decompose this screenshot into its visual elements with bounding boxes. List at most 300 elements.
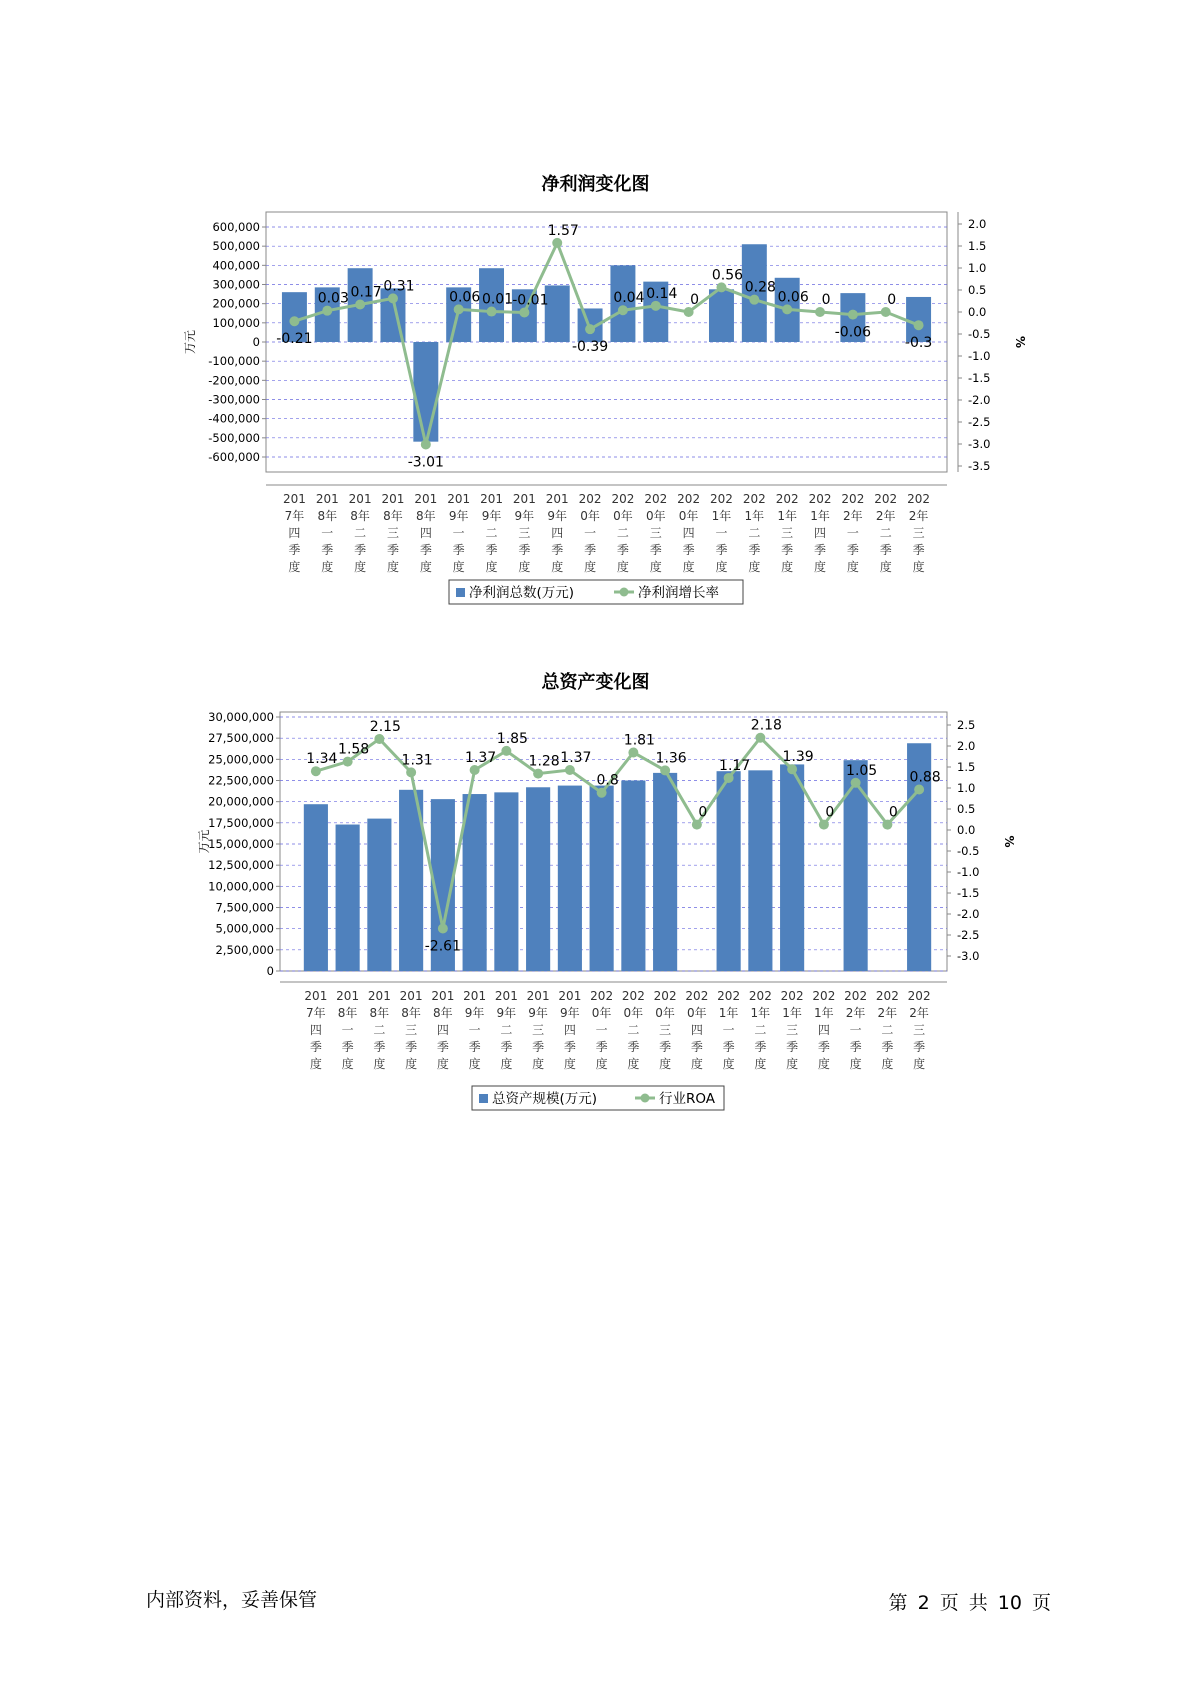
x-tick-label-line: 1年 [718, 1006, 739, 1020]
data-label: 1.36 [655, 750, 687, 767]
x-tick-label-line: 202 [844, 989, 868, 1003]
x-tick-label-line: 四 [436, 1023, 449, 1037]
x-tick-label-line: 度 [722, 1057, 735, 1071]
x-tick-label-line: 度 [532, 1057, 545, 1071]
x-tick-label-line: 201 [558, 989, 582, 1003]
x-tick-label-line: 202 [841, 492, 865, 506]
x-tick-label-line: 度 [690, 1057, 703, 1071]
y2-tick-label: 1.0 [957, 781, 976, 795]
line-point [501, 746, 511, 756]
x-tick-label-line: 季 [321, 543, 334, 557]
x-tick-label-line: 度 [518, 560, 531, 574]
x-tick-label-line: 三 [532, 1023, 545, 1037]
data-label: 1.05 [846, 762, 878, 779]
x-tick-label [654, 989, 677, 1071]
data-label: 0 [821, 292, 831, 308]
data-label: 0.06 [449, 289, 481, 306]
data-label: -0.21 [276, 331, 313, 348]
line-point [618, 305, 628, 315]
y-tick-label: -200,000 [208, 373, 260, 388]
x-tick-label-line: 季 [551, 543, 564, 557]
x-tick-label-line: 季 [879, 543, 892, 557]
x-tick-label-line: 1年 [814, 1006, 834, 1020]
data-label: 1.85 [496, 730, 528, 747]
x-tick-label-line: 季 [913, 1040, 926, 1054]
line-point [851, 778, 861, 788]
x-tick-label-line: 季 [682, 543, 695, 557]
x-tick-label-line: 7年 [284, 509, 305, 523]
data-label: 1.58 [338, 741, 370, 758]
x-tick-label-line: 9年 [514, 509, 535, 523]
x-tick-label-line: 7年 [306, 1006, 326, 1020]
line-point [355, 300, 365, 310]
y2-tick-label: -1.0 [968, 349, 991, 363]
chart-title: 净利润变化图 [541, 174, 650, 195]
total-assets-chart-svg [0, 650, 1191, 1130]
x-tick-label-line: 9年 [448, 509, 469, 523]
net-profit-chart-svg [0, 150, 1191, 650]
line-point [597, 788, 607, 798]
data-label: 1.31 [401, 752, 433, 769]
line-point [848, 310, 858, 320]
x-tick-label-line: 201 [480, 492, 503, 506]
x-tick-label-line: 三 [912, 526, 925, 540]
footer-confidential-note: 内部资料，妥善保管 [146, 1589, 318, 1611]
x-tick-label-line: 季 [452, 543, 465, 557]
x-tick-label-line: 202 [611, 492, 635, 506]
data-label: 0.04 [613, 290, 645, 307]
line-point [585, 324, 595, 334]
x-tick-label-line: 季 [912, 543, 925, 557]
x-tick-label-line: 度 [563, 1057, 576, 1071]
x-tick-label-line: 二 [616, 526, 629, 540]
x-tick-label-line: 8年 [350, 509, 370, 523]
x-tick-label-line: 四 [419, 526, 432, 540]
data-label: 0.31 [383, 278, 415, 295]
x-tick-label-line: 度 [786, 1057, 799, 1071]
x-tick-label-line: 2年 [909, 1006, 929, 1020]
x-tick-label-line: 201 [399, 989, 423, 1003]
data-label: 0.88 [909, 769, 941, 786]
x-tick-label-line: 度 [913, 1057, 926, 1071]
y2-tick-label: -2.5 [968, 415, 991, 429]
line-point [660, 765, 670, 775]
bar [463, 794, 487, 971]
y-tick-label: 20,000,000 [208, 794, 274, 809]
line-point [552, 238, 562, 248]
x-tick-label [907, 492, 930, 574]
x-tick-label-line: 1年 [750, 1006, 771, 1020]
legend-bar-swatch [479, 1094, 488, 1103]
x-tick-label-line: 202 [717, 989, 741, 1003]
bar [709, 289, 734, 342]
line-point [311, 766, 321, 776]
x-tick-label [876, 989, 899, 1071]
x-tick-label-line: 度 [754, 1057, 767, 1071]
x-tick-label-line: 季 [341, 1040, 354, 1054]
x-tick-label-line: 三 [659, 1023, 672, 1037]
y2-tick-label: 1.0 [968, 261, 987, 275]
y2-tick-label: -3.5 [968, 459, 991, 473]
y-tick-label: 17,500,000 [208, 815, 274, 830]
x-tick-label-line: 一 [846, 526, 859, 540]
x-tick-label-line: 8年 [317, 509, 338, 523]
x-tick-label [447, 492, 470, 574]
x-tick-label-line: 度 [419, 560, 432, 574]
bar [653, 773, 677, 971]
x-tick-label-line: 三 [649, 526, 662, 540]
y2-tick-label: -2.0 [968, 393, 991, 407]
x-tick-label-line: 2年 [875, 509, 896, 523]
x-tick-label-line: 202 [644, 492, 668, 506]
x-tick-label-line: 1年 [810, 509, 830, 523]
x-tick-label-line: 201 [431, 989, 455, 1003]
x-tick-label-line: 9年 [560, 1006, 580, 1020]
x-tick-label-line: 度 [551, 560, 564, 574]
y-tick-label: 12,500,000 [208, 858, 274, 873]
x-tick-label-line: 201 [348, 492, 372, 506]
x-tick-label [908, 989, 931, 1071]
x-tick-label-line: 度 [682, 560, 695, 574]
x-tick-label [349, 492, 372, 574]
legend-line-marker [641, 1094, 650, 1103]
x-tick-label-line: 9年 [464, 1006, 485, 1020]
x-tick-label [611, 492, 634, 574]
x-tick-label-line: 202 [907, 492, 931, 506]
y2-tick-label: -1.0 [957, 865, 980, 879]
y-tick-label: -400,000 [208, 411, 260, 426]
data-label: -3.01 [407, 454, 444, 471]
y-tick-label: 7,500,000 [215, 900, 274, 915]
x-tick-label-line: 度 [616, 560, 629, 574]
x-tick-label-line: 二 [879, 526, 892, 540]
x-tick-label-line: 2年 [843, 509, 863, 523]
x-tick-label-line: 一 [595, 1023, 608, 1037]
line-point [565, 765, 575, 775]
x-tick-label-line: 0年 [645, 509, 666, 523]
x-tick-label-line: 季 [814, 543, 827, 557]
y-tick-label: 5,000,000 [215, 921, 274, 936]
y2-tick-label: -2.5 [957, 928, 980, 942]
x-tick-label [400, 989, 423, 1071]
x-tick-label-line: 度 [468, 1057, 481, 1071]
x-tick-label-line: 二 [754, 1023, 767, 1037]
x-tick-label-line: 季 [595, 1040, 608, 1054]
line-point [343, 757, 353, 767]
y-tick-label: 0 [266, 964, 274, 978]
x-tick-label-line: 季 [715, 543, 728, 557]
x-tick-label-line: 一 [715, 526, 728, 540]
data-label: 2.15 [369, 718, 401, 735]
line-point [914, 320, 924, 330]
x-tick-label-line: 8年 [369, 1006, 390, 1020]
x-tick-label [368, 989, 391, 1071]
x-tick-label-line: 二 [627, 1023, 640, 1037]
x-tick-label-line: 201 [463, 989, 487, 1003]
y-axis-label: 万元 [183, 329, 197, 355]
line-point [388, 293, 398, 303]
x-tick-label-line: 202 [590, 989, 614, 1003]
x-tick-label-line: 8年 [433, 1006, 453, 1020]
x-tick-label-line: 度 [436, 1057, 449, 1071]
x-tick-label-line: 一 [584, 526, 597, 540]
x-tick-label-line: 202 [775, 492, 799, 506]
x-tick-label-line: 8年 [337, 1006, 358, 1020]
x-tick-label-line: 度 [781, 560, 794, 574]
x-tick-label-line: 度 [849, 1057, 862, 1071]
x-tick-label-line: 二 [748, 526, 761, 540]
x-tick-label-line: 0年 [655, 1006, 675, 1020]
data-label: 0.06 [777, 289, 809, 306]
x-tick-label-line: 度 [912, 560, 925, 574]
x-tick-label-line: 四 [682, 526, 695, 540]
data-label: 1.34 [306, 751, 338, 768]
x-tick-label-line: 度 [649, 560, 662, 574]
x-tick-label-line: 度 [373, 1057, 386, 1071]
legend-line-label: 行业ROA [659, 1091, 716, 1107]
y2-tick-label: -2.0 [957, 907, 980, 921]
y2-tick-label: 2.0 [957, 739, 976, 753]
line-point [716, 282, 726, 292]
x-tick-label [622, 989, 645, 1071]
x-tick-label-line: 季 [500, 1040, 513, 1054]
y-tick-label: 200,000 [212, 296, 260, 311]
y-tick-label: 600,000 [212, 220, 260, 234]
x-tick-label [776, 492, 799, 574]
bar [336, 825, 360, 971]
x-tick-label-line: 三 [781, 526, 794, 540]
x-tick-label-line: 1年 [711, 509, 732, 523]
x-tick-label-line: 8年 [416, 509, 436, 523]
data-label: 0.56 [711, 267, 744, 284]
data-label: 1.81 [623, 732, 655, 749]
line-point [374, 734, 384, 744]
x-tick-label-line: 0年 [623, 1006, 644, 1020]
y2-tick-label: 0.5 [968, 283, 987, 297]
x-tick-label-line: 9年 [528, 1006, 548, 1020]
bar [304, 804, 328, 971]
y2-tick-label: -1.5 [968, 371, 991, 385]
y-tick-label: 500,000 [212, 239, 260, 254]
x-tick-label-line: 度 [814, 560, 827, 574]
line-point [914, 785, 924, 795]
line-point [289, 316, 299, 326]
x-tick-label-line: 2年 [877, 1006, 898, 1020]
x-tick-label-line: 二 [881, 1023, 894, 1037]
x-tick-label-line: 201 [315, 492, 339, 506]
x-tick-label-line: 三 [913, 1023, 926, 1037]
line-point [406, 767, 416, 777]
x-tick-label-line: 季 [405, 1040, 418, 1054]
x-tick-label-line: 201 [447, 492, 471, 506]
y2-tick-label: 0.0 [957, 823, 976, 837]
x-tick-label [841, 492, 864, 574]
x-tick-label-line: 度 [659, 1057, 672, 1071]
x-tick-label [336, 989, 359, 1071]
line-point [519, 307, 529, 317]
data-label: 1.37 [560, 750, 592, 767]
x-tick-label-line: 季 [881, 1040, 894, 1054]
x-tick-label [495, 989, 518, 1071]
y2-axis-label: % [1013, 335, 1027, 349]
line-point [454, 304, 464, 314]
y2-axis-label: % [1002, 835, 1016, 848]
data-label: 1.28 [528, 753, 560, 770]
data-label: 0.8 [596, 772, 619, 789]
y2-tick-label: 1.5 [968, 239, 987, 253]
bar [413, 342, 438, 442]
y-tick-label: -500,000 [208, 430, 260, 445]
x-tick-label-line: 四 [551, 526, 564, 540]
x-tick-label-line: 201 [545, 492, 569, 506]
x-tick-label-line: 度 [881, 1057, 894, 1071]
data-label: -0.01 [512, 292, 549, 309]
x-tick-label-line: 二 [373, 1023, 386, 1037]
x-tick-label-line: 度 [715, 560, 728, 574]
x-tick-label [431, 989, 454, 1071]
x-tick-label [685, 989, 708, 1071]
x-tick-label-line: 8年 [383, 509, 403, 523]
bar [558, 786, 582, 971]
y2-tick-label: -3.0 [968, 437, 991, 451]
x-tick-label-line: 0年 [613, 509, 633, 523]
x-tick-label-line: 9年 [496, 1006, 517, 1020]
x-tick-label-line: 9年 [547, 509, 568, 523]
x-tick-label-line: 季 [518, 543, 531, 557]
bar [748, 770, 772, 971]
legend-bar-swatch [456, 588, 465, 597]
y-tick-label: 100,000 [212, 315, 260, 330]
x-tick-label-line: 季 [817, 1040, 830, 1054]
x-tick-label [710, 492, 733, 574]
x-tick-label-line: 201 [282, 492, 306, 506]
x-tick-label-line: 二 [354, 526, 367, 540]
x-tick-label-line: 202 [677, 492, 701, 506]
line-point [787, 764, 797, 774]
x-tick-label-line: 度 [309, 1057, 322, 1071]
x-tick-label-line: 一 [849, 1023, 862, 1037]
data-label: -2.61 [424, 938, 461, 955]
data-label: 0 [690, 292, 700, 308]
x-tick-label-line: 季 [722, 1040, 735, 1054]
x-tick-label-line: 201 [367, 989, 391, 1003]
x-tick-label [781, 989, 804, 1071]
data-label: 1.57 [547, 222, 579, 239]
y2-tick-label: 0.5 [957, 802, 976, 816]
x-tick-label-line: 度 [341, 1057, 354, 1071]
legend-bar-label: 净利润总数(万元) [469, 585, 575, 601]
x-tick-label-line: 一 [452, 526, 465, 540]
x-tick-label-line: 季 [386, 543, 399, 557]
x-tick-label-line: 202 [907, 989, 931, 1003]
x-tick-label-line: 度 [879, 560, 892, 574]
x-tick-label-line: 202 [875, 989, 899, 1003]
line-point [819, 820, 829, 830]
y-tick-label: 27,500,000 [208, 731, 274, 746]
x-tick-label-line: 季 [354, 543, 367, 557]
x-tick-label-line: 201 [304, 989, 328, 1003]
x-tick-label-line: 202 [808, 492, 832, 506]
y-tick-label: 30,000,000 [208, 710, 274, 724]
x-tick-label [874, 492, 897, 574]
data-label: 0.03 [317, 290, 349, 307]
x-tick-label-line: 201 [381, 492, 405, 506]
x-tick-label-line: 二 [485, 526, 498, 540]
y-tick-label: 10,000,000 [208, 879, 274, 894]
x-tick-label-line: 201 [414, 492, 438, 506]
x-tick-label-line: 一 [321, 526, 334, 540]
line-point [628, 747, 638, 757]
y-tick-label: 22,500,000 [208, 773, 274, 788]
x-tick-label-line: 2年 [908, 509, 929, 523]
x-tick-label [590, 989, 613, 1071]
x-tick-label-line: 季 [373, 1040, 386, 1054]
data-label: -0.3 [904, 335, 933, 352]
x-tick-label [304, 989, 327, 1071]
data-label: 0 [698, 804, 708, 821]
data-label: 2.18 [750, 717, 782, 734]
data-label: 0.28 [744, 279, 776, 296]
y2-tick-label: 1.5 [957, 760, 976, 774]
data-label: 0.17 [350, 284, 382, 301]
footer-page-number: 第 2 页 共 10 页 [888, 1592, 1051, 1614]
x-tick-label [527, 989, 550, 1071]
line-point [815, 307, 825, 317]
x-tick-label-line: 202 [578, 492, 602, 506]
x-tick-label-line: 0年 [687, 1006, 707, 1020]
x-tick-label-line: 0年 [591, 1006, 612, 1020]
line-point [438, 924, 448, 934]
x-tick-label-line: 季 [849, 1040, 862, 1054]
data-label: 0 [825, 804, 835, 821]
x-tick-label-line: 度 [846, 560, 859, 574]
x-tick-label-line: 度 [584, 560, 597, 574]
line-point [651, 301, 661, 311]
x-tick-label [844, 989, 867, 1071]
x-tick-label [717, 989, 740, 1071]
x-tick-label [414, 492, 437, 574]
x-tick-label-line: 四 [309, 1023, 322, 1037]
x-tick-label-line: 季 [627, 1040, 640, 1054]
y-tick-label: 300,000 [212, 277, 260, 292]
x-tick-label [558, 989, 581, 1071]
x-tick-label [283, 492, 306, 574]
x-tick-label-line: 202 [874, 492, 898, 506]
x-tick-label-line: 三 [518, 526, 531, 540]
x-tick-label-line: 201 [512, 492, 536, 506]
y2-tick-label: 2.5 [957, 718, 976, 732]
data-label: 1.37 [465, 750, 497, 767]
x-tick-label-line: 季 [781, 543, 794, 557]
x-tick-label [677, 492, 700, 574]
x-tick-label [579, 492, 602, 574]
x-tick-label-line: 0年 [678, 509, 699, 523]
y-tick-label: -300,000 [208, 392, 260, 407]
bar [494, 792, 518, 971]
x-tick-label [809, 492, 832, 574]
x-tick-label-line: 度 [485, 560, 498, 574]
x-tick-label-line: 一 [468, 1023, 481, 1037]
x-tick-label-line: 度 [817, 1057, 830, 1071]
x-tick-label-line: 201 [494, 989, 518, 1003]
x-tick-label-line: 季 [563, 1040, 576, 1054]
x-tick-label-line: 2年 [845, 1006, 866, 1020]
x-tick-label-line: 季 [616, 543, 629, 557]
x-tick-label-line: 1年 [782, 1006, 802, 1020]
x-tick-label [463, 989, 486, 1071]
x-tick-label-line: 季 [584, 543, 597, 557]
x-tick-label-line: 9年 [481, 509, 502, 523]
